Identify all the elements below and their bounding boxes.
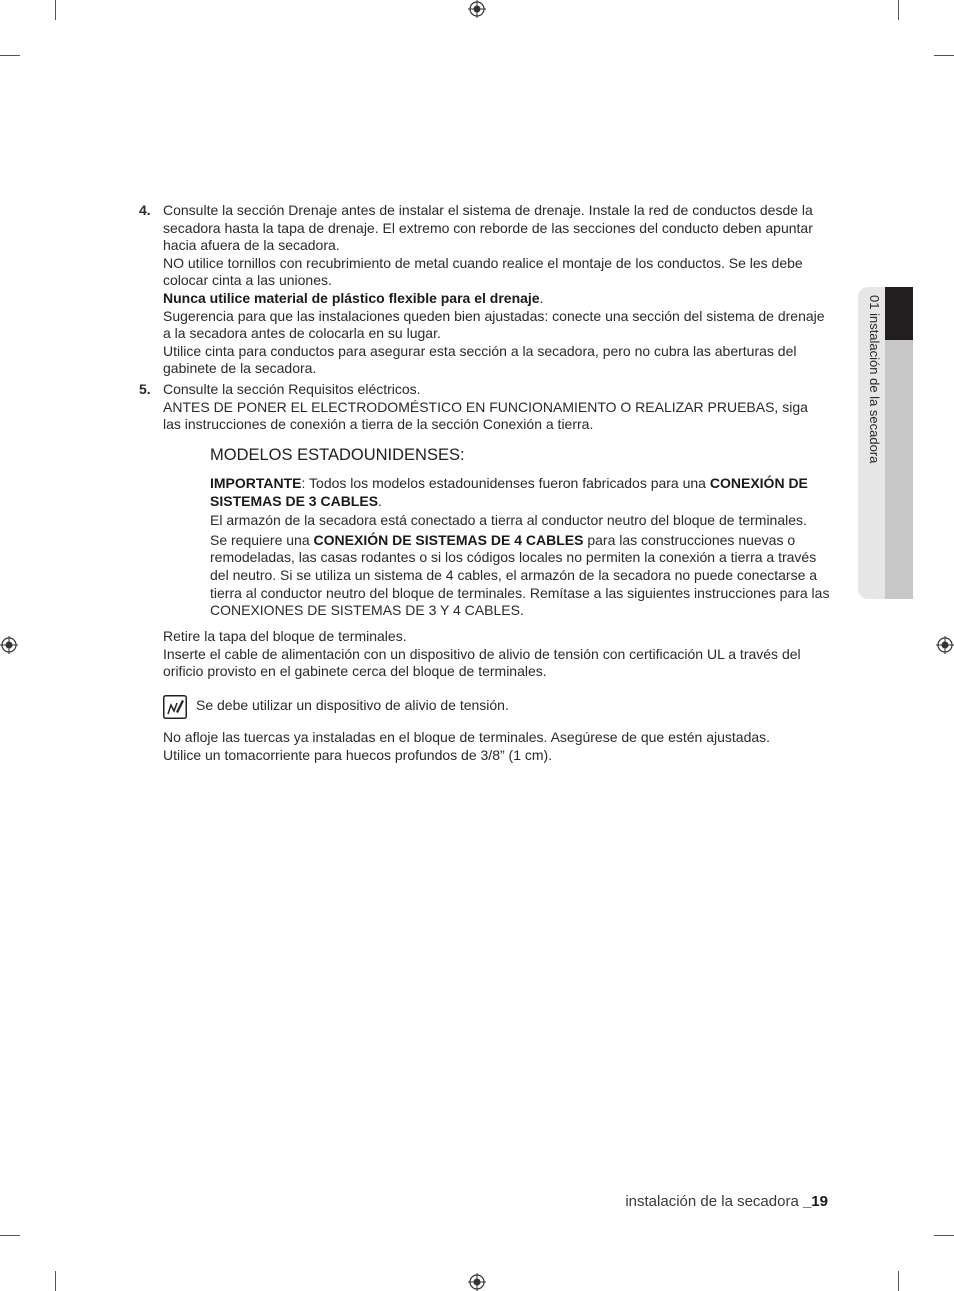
crop-mark: [934, 1235, 954, 1236]
paragraph: Utilice un tomacorriente para huecos profundos de 3/8” (1 cm).: [163, 746, 553, 763]
paragraph: Retire la tapa del bloque de terminales.: [163, 628, 407, 644]
list-number: 5.: [139, 381, 151, 397]
crop-mark: [55, 0, 56, 20]
crop-mark: [0, 55, 20, 56]
paragraph: IMPORTANTE: Todos los modelos estadounidenses fueron fabricados para una CONEXIÓN DE SISTEMAS DE 3 CABLES.: [210, 475, 808, 509]
registration-mark-icon: [468, 0, 486, 18]
paragraph: ANTES DE PONER EL ELECTRODOMÉSTICO EN FUNCIONAMIENTO O REALIZAR PRUEBAS, siga las instrucciones de conexión a tierra de la sección Conexión a tierra.: [163, 398, 808, 433]
page-number: _19: [802, 1193, 828, 1210]
crop-mark: [898, 1271, 899, 1291]
registration-mark-icon: [0, 636, 18, 654]
paragraph: No afloje las tuercas ya instaladas en el bloque de terminales. Asegúrese de que estén ajustadas.: [163, 729, 771, 745]
list-number: 4.: [139, 202, 151, 218]
paragraph: Se requiere una CONEXIÓN DE SISTEMAS DE 4 CABLES para las construcciones nuevas o remodeladas, las casas rodantes o si los códigos locales no permiten la conexión a tierra a través del neutro. Si se utiliza un sistema de 4 cables, el armazón de la secadora no puede conectarse a tierra al conductor neutro del bloque de terminales. Remítase a las siguientes instrucciones para las CONEXIONES DE SISTEMAS DE 3 Y 4 CABLES.: [210, 531, 830, 619]
section-heading: MODELOS ESTADOUNIDENSES:: [210, 446, 465, 464]
chapter-tab-marker: [885, 287, 913, 340]
paragraph: El armazón de la secadora está conectado a tierra al conductor neutro del bloque de terminales.: [210, 512, 807, 529]
instruction-steps: [163, 628, 829, 681]
final-instructions: [163, 729, 829, 764]
list-item-4: [139, 202, 829, 378]
paragraph: Utilice cinta para conductos para asegurar esta sección a la secadora, pero no cubra las aberturas del gabinete de la secadora.: [163, 342, 797, 377]
footer-section: instalación de la secadora: [625, 1193, 803, 1210]
paragraph: Inserte el cable de alimentación con un dispositivo de alivio de tensión con certificación UL a través del orificio provisto en el gabinete cerca del bloque de terminales.: [163, 645, 801, 680]
registration-mark-icon: [936, 636, 954, 654]
list-item-5: [139, 381, 829, 434]
paragraph: NO utilice tornillos con recubrimiento de metal cuando realice el montaje de los conductos. Se les debe colocar cinta a las uniones.: [163, 254, 803, 289]
crop-mark: [0, 1235, 20, 1236]
note-text: Se debe utilizar un dispositivo de alivio de tensión.: [196, 697, 509, 713]
paragraph: Consulte la sección Requisitos eléctricos.: [163, 381, 421, 397]
paragraph: Nunca utilice material de plástico flexible para el drenaje.: [163, 289, 544, 306]
crop-mark: [934, 55, 954, 56]
note-pencil-icon: [163, 695, 187, 719]
page-footer: [625, 1193, 828, 1210]
bold-warning: Nunca utilice material de plástico flexible para el drenaje: [163, 289, 540, 306]
registration-mark-icon: [468, 1273, 486, 1291]
crop-mark: [55, 1271, 56, 1291]
chapter-tab-label: 01 instalación de la secadora: [867, 295, 882, 464]
us-models-block: [210, 475, 830, 622]
paragraph: Sugerencia para que las instalaciones queden bien ajustadas: conecte una sección del sistema de drenaje a la secadora antes de colocarla en su lugar.: [163, 307, 825, 342]
crop-mark: [898, 0, 899, 20]
paragraph: Consulte la sección Drenaje antes de instalar el sistema de drenaje. Instale la red de conductos desde la secadora hasta la tapa de drenaje. El extremo con reborde de las secciones del conducto deben apuntar hacia afuera de la secadora.: [163, 202, 813, 254]
chapter-tab-strip: [885, 340, 913, 599]
